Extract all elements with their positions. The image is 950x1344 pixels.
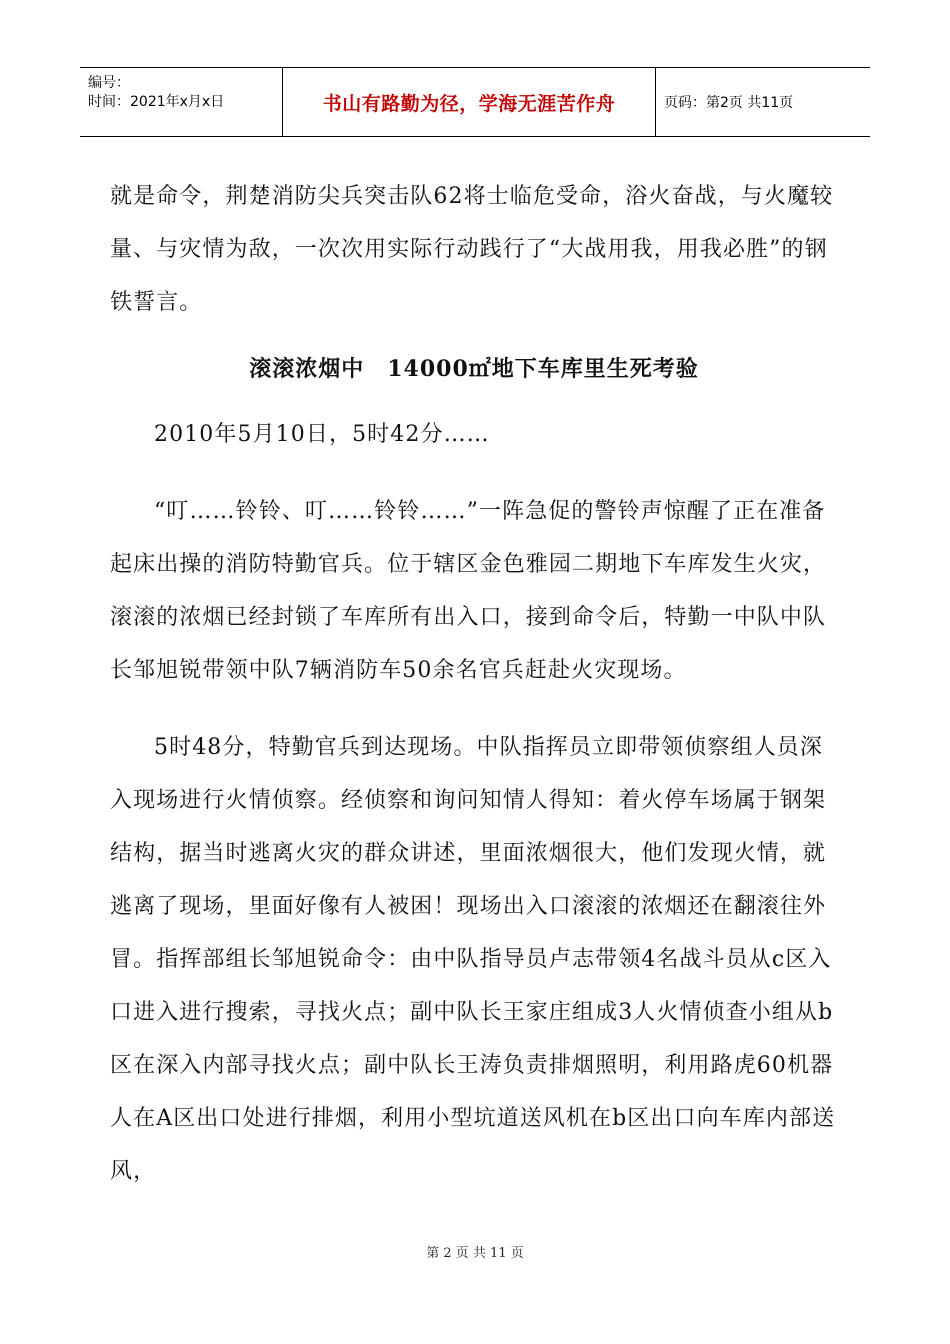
paragraph-arrival: 5时48分，特勤官兵到达现场。中队指挥员立即带领侦察组人员深入现场进行火情侦察。经侦察和询问知情人得知：着火停车场属于钢架结构，据当时逃离火灾的群众讲述，里面浓烟很大，他们发现火情，就逃离了现场，里面好像有人被困！现场出入口滚滚的浓烟还在翻滚往外冒。指挥部组长邹旭锐命令：由中队指导员卢志带领4名战斗员从c区入口进入进行搜索，寻找火点；副中队长王家庄组成3人火情侦查小组从b区在深入内部寻找火点；副中队长王涛负责排烟照明，利用路虎60机器人在A区出口处进行排烟，利用小型坑道送风机在b区出口向车库内部送风， — [110, 735, 836, 1184]
intro-paragraph: 就是命令，荆楚消防尖兵突击队62将士临危受命，浴火奋战，与火魔较量、与灾情为敌，一次次用实际行动践行了“大战用我，用我必胜”的钢铁誓言。 — [110, 184, 834, 315]
paragraph-alarm: “叮……铃铃、叮……铃铃……”一阵急促的警铃声惊醒了正在准备起床出操的消防特勤官兵。位于辖区金色雅园二期地下车库发生火灾，滚滚的浓烟已经封锁了车库所有出入口，接到命令后，特勤一中队中队长邹旭锐带领中队7辆消防车50余名官兵赶赴火灾现场。 — [110, 499, 827, 683]
header-motto: 书山有路勤为径，学海无涯苦作舟 — [282, 68, 656, 136]
page-footer: 第 2 页 共 11 页 — [426, 1246, 524, 1261]
section-heading: 滚滚浓烟中 14000㎡地下车库里生死考验 — [249, 356, 699, 382]
header-page-info: 页码：第2页 共11页 — [664, 95, 794, 111]
page-header — [80, 67, 870, 137]
document-date-label: 时间：2021年x月x日 — [88, 94, 225, 110]
document-body — [110, 170, 838, 1198]
header-meta — [80, 68, 282, 136]
paragraph-date: 2010年5月10日，5时42分…… — [154, 422, 490, 447]
document-number-label: 编号： — [88, 75, 130, 91]
